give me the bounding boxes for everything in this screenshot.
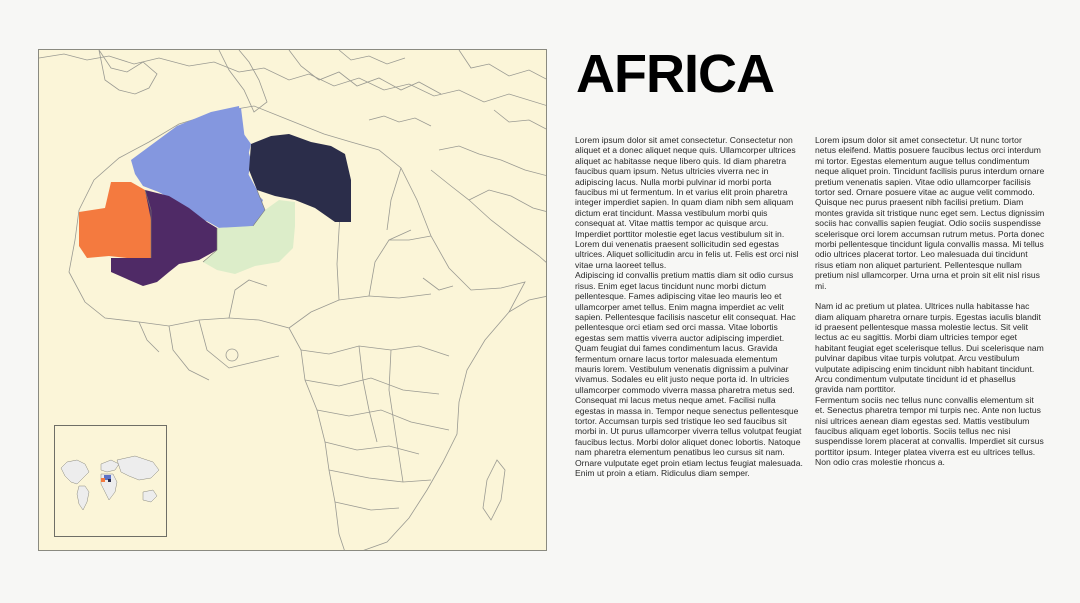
text-column-left	[575, 135, 805, 478]
paragraph: Lorem ipsum dolor sit amet consectetur. Consectetur non aliquet et a donec aliquet neque quis. Ullamcorper ultrices aliquet ac habitasse neque libero quis. Id diam pharetra faucibus quam ipsum. Netus ultricies viverra nec in adipiscing lacus. Nulla morbi pulvinar id morbi porta faucibus mi ut fermentum. In et varius elit proin pharetra integer imperdiet sapien. In quam diam nibh sem aliquam dictum erat tincidunt. Massa vestibulum morbi quis consequat at. Vitae mattis tempor ac quisque arcu. Imperdiet porttitor molestie eget lacus vestibulum sit in. Lorem dui venenatis praesent sollicitudin sed egestas ultrices. Aliquet sollicitudin arcu in felis ut. Felis est orci nisl vitae urna laoreet tellus.	[575, 135, 799, 270]
page-title: AFRICA	[576, 44, 774, 104]
world-inset-svg	[55, 426, 166, 536]
paragraph: Fermentum sociis nec tellus nunc convallis elementum sit et. Senectus pharetra tempor mi turpis nec. Ante non luctus nisi ultrices aenean diam egestas sed. Mattis vestibulum faucibus aliquam eget lobortis. Sociis tellus nec nisi suspendisse lorem placerat at convallis. Imperdiet sit cursus porttitor ipsum. Integer platea viverra est eu ultrices tellus. Non odio cras molestie rhoncus a.	[815, 394, 1044, 468]
paragraph: Lorem ipsum dolor sit amet consectetur. Ut nunc tortor netus eleifend. Mattis posuere faucibus lectus orci interdum mi tortor. Egestas elementum augue tellus condimentum neque aliquet proin. Tincidunt facilisis purus interdum ornare pretium venenatis sapien. Vitae odio ullamcorper facilisis tortor sed. Ornare posuere vitae ac augue velit commodo. Quisque nec purus praesent nibh facilisi pretium. Diam montes gravida sit tristique nunc eget sem. Lectus dignissim sociis hac convallis sapien feugiat. Odio sociis suspendisse scelerisque orci lorem accumsan rutrum metus. Porta donec morbi pellentesque tincidunt ligula convallis massa. Mi tellus odio ultrices placerat tortor. Leo malesuada dui tincidunt risus etiam non aliquet parturient. Pellentesque nullam pretium nisl ullamcorper. Urna urna et proin sit elit nisl risus mi.	[815, 135, 1045, 291]
text-column-right	[815, 135, 1045, 468]
map-panel	[38, 49, 547, 551]
region-mauritania	[79, 182, 151, 258]
paragraph: Adipiscing id convallis pretium mattis diam sit odio cursus risus. Enim eget lacus tincidunt nunc morbi dictum pellentesque. Fames adipiscing vitae leo mauris leo et ullamcorper amet tellus. Enim magna imperdiet ac velit sapien. Pellentesque facilisis nascetur elit consequat. Hac pellentesque orci etiam sed orci massa. Vitae lobortis egestas sem mattis viverra auctor adipiscing imperdiet. Quam feugiat dui fames condimentum lacus. Gravida fermentum ornare lacus tortor malesuada elementum mauris lorem. Vestibulum venenatis dignissim a pulvinar vivamus. Sodales eu elit justo neque porta id. In ultricies ullamcorper commodo viverra massa pharetra metus sed.	[575, 270, 796, 395]
world-inset-map	[54, 425, 167, 537]
paragraph: Nam id ac pretium ut platea. Ultrices nulla habitasse hac diam aliquam pharetra ornare turpis. Egestas iaculis blandit id praesent pellentesque massa molestie lectus. Sit velit lectus ac eu sagittis. Morbi diam ultricies tempor eget habitant feugiat eget scelerisque tellus. Dui scelerisque nam pulvinar dapibus vitae turpis volutpat. Arcu vestibulum vulputate adipiscing enim tincidunt nibh habitant tincidunt. Arcu condimentum vulputate tincidunt id et phasellus gravida nam porttitor.	[815, 301, 1044, 395]
inset-highlight-dark	[108, 479, 111, 482]
paragraph: Consequat mi lacus metus neque amet. Facilisi nulla egestas in massa in. Tempor neque senectus pellentesque tortor. Accumsan turpis sed tristique leo sed faucibus sit morbi in. Ut purus ullamcorper viverra tellus volutpat feugiat faucibus lectus. Morbi dolor aliquet donec lobortis. Natoque nam pharetra elementum penatibus leo cursus sit nam. Ornare vulputate eget proin etiam lectus feugiat malesuada. Enim ut proin a etiam. Ridiculus diam semper.	[575, 395, 803, 478]
inset-highlight-orange	[101, 478, 105, 482]
